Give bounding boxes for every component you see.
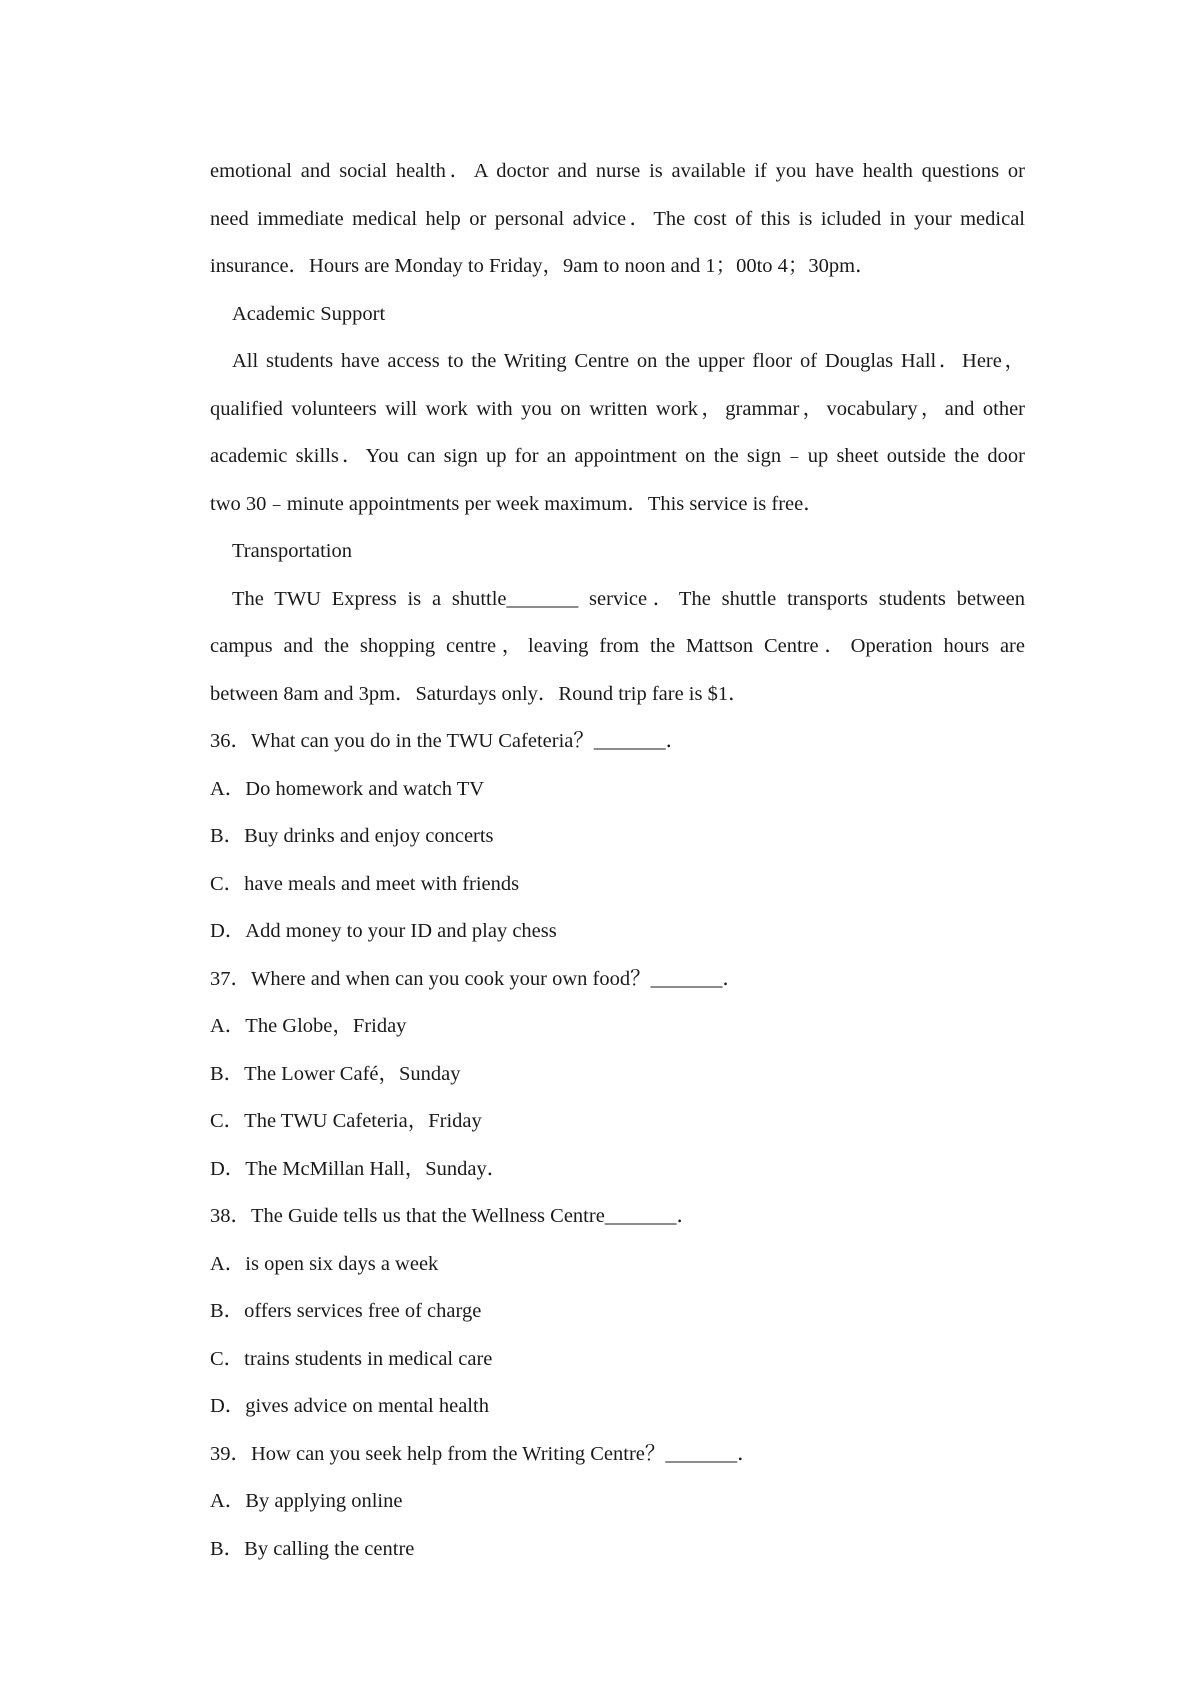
paragraph-line: need immediate medical help or personal advice．The cost of this is icluded in your medical (210, 207, 1025, 230)
section-heading-academic-support: Academic Support (232, 302, 386, 325)
answer-option-c: C．The TWU Cafeteria，Friday (210, 1110, 482, 1132)
answer-option-b: B．The Lower Café，Sunday (210, 1062, 461, 1085)
document-page (210, 148, 1025, 1573)
answer-option-b: B．offers services free of charge (210, 1300, 482, 1322)
paragraph-line: emotional and social health．A doctor and nurse is available if you have health questions or (210, 160, 1025, 182)
paragraph-line: academic skills．You can sign up for an appointment on the sign﹣up sheet outside the door (210, 445, 1025, 467)
answer-option-b: B．By calling the centre (210, 1537, 415, 1560)
answer-option-d: D．The McMillan Hall，Sunday． (210, 1157, 508, 1180)
answer-option-b: B．Buy drinks and enjoy concerts (210, 825, 494, 847)
question-37 (210, 956, 1025, 1194)
answer-option-a: A．By applying online (210, 1490, 403, 1512)
section-heading-transportation: Transportation (232, 540, 352, 562)
answer-option-a: A．is open six days a week (210, 1252, 439, 1275)
paragraph-line: All students have access to the Writing Centre on the upper floor of Douglas Hall．Here， (232, 350, 1025, 372)
paragraph-line: campus and the shopping centre，leaving from the Mattson Centre．Operation hours are (210, 635, 1025, 657)
question-stem: 36．What can you do in the TWU Cafeteria？_______． (210, 730, 687, 752)
paragraph-line: two 30﹣minute appointments per week maximum．This service is free． (210, 492, 824, 515)
paragraph-line: qualified volunteers will work with you on written work，grammar，vocabulary，and other (210, 397, 1025, 420)
question-36 (210, 718, 1025, 956)
paragraph-line: between 8am and 3pm．Saturdays only．Round trip fare is $1． (210, 682, 749, 705)
wellness-paragraph (210, 148, 1025, 291)
question-39 (210, 1431, 1025, 1574)
question-38 (210, 1193, 1025, 1431)
question-stem: 39．How can you seek help from the Writing Centre？_______． (210, 1442, 758, 1465)
question-stem: 38．The Guide tells us that the Wellness Centre_______． (210, 1205, 698, 1227)
answer-option-d: D．gives advice on mental health (210, 1395, 489, 1417)
answer-option-a: A．The Globe，Friday (210, 1015, 407, 1037)
transportation-paragraph (210, 576, 1025, 719)
answer-option-c: C．trains students in medical care (210, 1347, 493, 1370)
question-stem: 37．Where and when can you cook your own food？_______． (210, 967, 743, 990)
answer-option-a: A．Do homework and watch TV (210, 777, 485, 800)
paragraph-line: insurance．Hours are Monday to Friday，9am to noon and 1；00to 4；30pm． (210, 255, 876, 277)
answer-option-c: C．have meals and meet with friends (210, 872, 520, 895)
paragraph-line: The TWU Express is a shuttle_______ service．The shuttle transports students between (232, 587, 1025, 610)
academic-paragraph (210, 338, 1025, 528)
answer-option-d: D．Add money to your ID and play chess (210, 920, 557, 942)
